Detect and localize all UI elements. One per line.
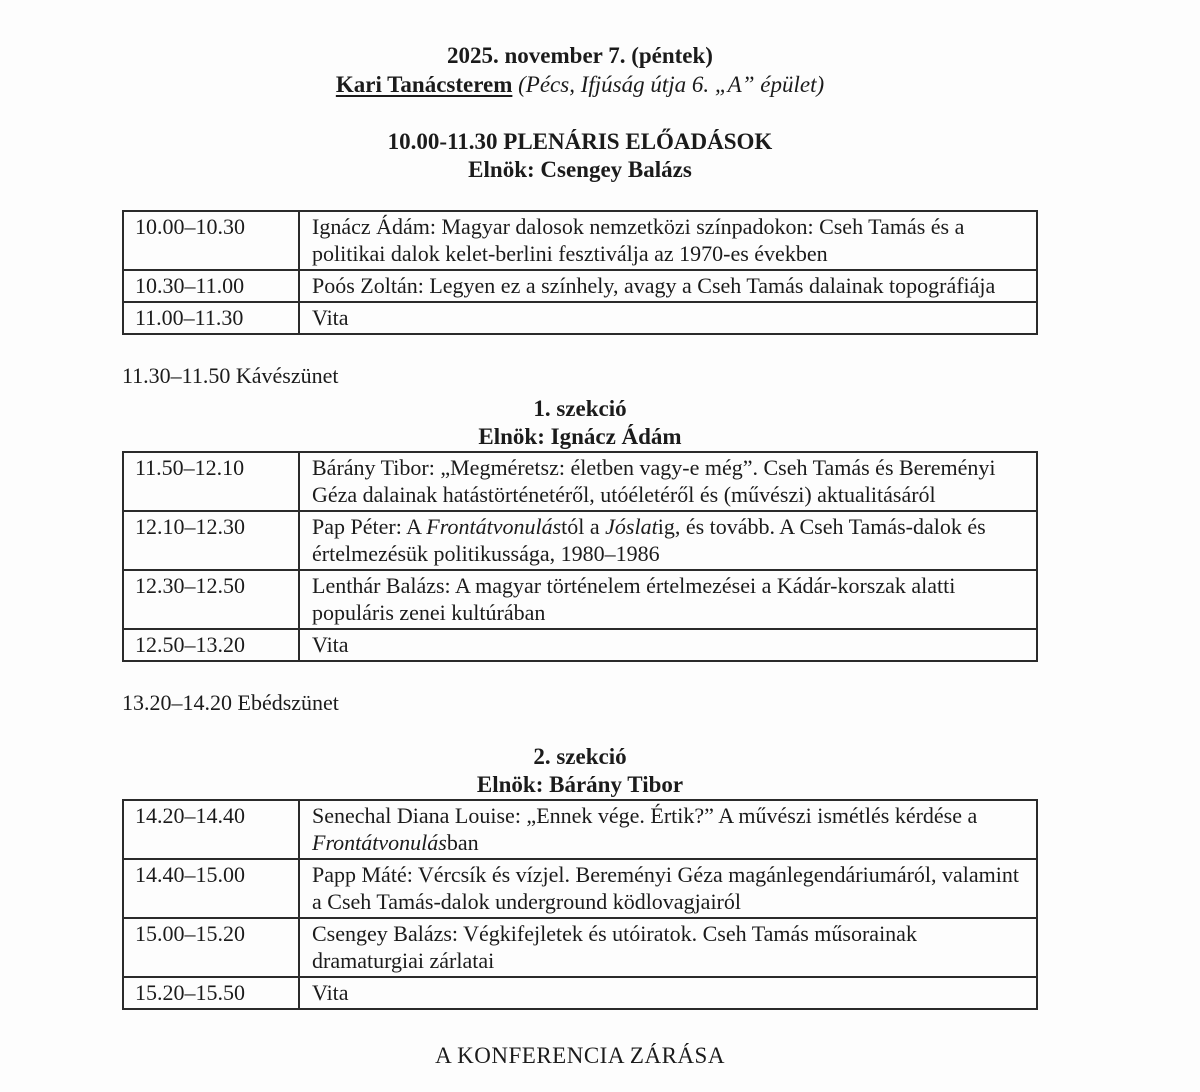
talk-title-cell bbox=[299, 270, 1037, 302]
table-row bbox=[123, 629, 1037, 661]
table-row bbox=[123, 859, 1037, 918]
venue-line bbox=[122, 70, 1038, 100]
text-segment: Poós Zoltán: Legyen ez a színhely, avagy a Cseh Tamás dalainak topográfiája bbox=[312, 273, 996, 298]
text-segment: Pap Péter: A bbox=[312, 514, 427, 539]
section1-schedule-body bbox=[123, 452, 1037, 661]
table-row bbox=[123, 302, 1037, 334]
conference-program-page bbox=[122, 0, 1038, 1070]
talk-title-cell bbox=[299, 629, 1037, 661]
text-segment: tól a bbox=[561, 514, 606, 539]
table-row bbox=[123, 570, 1037, 629]
time-cell: 11.50–12.10 bbox=[123, 452, 299, 511]
section2-schedule-table bbox=[122, 799, 1038, 1010]
table-row bbox=[123, 511, 1037, 570]
text-segment: Vita bbox=[312, 980, 349, 1005]
time-cell: 11.00–11.30 bbox=[123, 302, 299, 334]
plenary-schedule-body bbox=[123, 211, 1037, 334]
talk-title-cell bbox=[299, 511, 1037, 570]
text-segment: Vita bbox=[312, 305, 349, 330]
time-cell: 12.10–12.30 bbox=[123, 511, 299, 570]
venue-name: Kari Tanácsterem bbox=[335, 72, 513, 97]
text-segment: Lenthár Balázs: A magyar történelem értelmezései a Kádár-korszak alatti populáris zenei kultúrában bbox=[312, 573, 956, 625]
text-segment: Vita bbox=[312, 632, 349, 657]
section2-heading: 2. szekció bbox=[533, 744, 627, 769]
table-row bbox=[123, 452, 1037, 511]
coffee-break-note: 11.30–11.50 Kávészünet bbox=[122, 363, 339, 388]
closing-heading: A KONFERENCIA ZÁRÁSA bbox=[435, 1043, 725, 1068]
talk-title-cell bbox=[299, 800, 1037, 859]
section2-schedule-body bbox=[123, 800, 1037, 1009]
plenary-heading: 10.00-11.30 PLENÁRIS ELŐADÁSOK bbox=[387, 129, 773, 154]
talk-title-cell bbox=[299, 570, 1037, 629]
text-segment: ig, és tovább. A Cseh Tamás-dalok és értelmezésük politikussága, 1980–1986 bbox=[312, 514, 986, 566]
text-segment: Papp Máté: Vércsík és vízjel. Bereményi Géza magánlegendáriumáról, valamint a Cseh Tamás-dalok underground ködlovagjairól bbox=[312, 862, 1020, 914]
work-title-italic: Frontátvonulás bbox=[426, 514, 562, 539]
plenary-chair: Elnök: Csengey Balázs bbox=[468, 157, 692, 182]
text-segment: Senechal Diana Louise: „Ennek vége. Értik?” A művészi ismétlés kérdése a bbox=[312, 803, 978, 828]
date-heading: 2025. november 7. (péntek) bbox=[447, 43, 713, 68]
venue-address: (Pécs, Ifjúság útja 6. „A” épület) bbox=[512, 72, 825, 97]
time-cell: 14.20–14.40 bbox=[123, 800, 299, 859]
plenary-schedule-table bbox=[122, 210, 1038, 335]
text-segment: ban bbox=[446, 830, 479, 855]
time-cell: 15.00–15.20 bbox=[123, 918, 299, 977]
text-segment: Csengey Balázs: Végkifejletek és utóiratok. Cseh Tamás műsorainak dramaturgiai zárlatai bbox=[312, 921, 917, 973]
lunch-break-note: 13.20–14.20 Ebédszünet bbox=[122, 690, 339, 715]
time-cell: 10.30–11.00 bbox=[123, 270, 299, 302]
text-segment: Ignácz Ádám: Magyar dalosok nemzetközi színpadokon: Cseh Tamás és a politikai dalok kelet-berlini fesztiválja az 1970-es években bbox=[312, 214, 965, 266]
section1-chair: Elnök: Ignácz Ádám bbox=[478, 424, 682, 449]
text-segment: Bárány Tibor: „Megméretsz: életben vagy-e még”. Cseh Tamás és Bereményi Géza dalainak hatástörténetéről, utóéletéről és (művészi) aktualitásáról bbox=[312, 455, 996, 507]
talk-title-cell bbox=[299, 211, 1037, 270]
table-row bbox=[123, 977, 1037, 1009]
table-row bbox=[123, 800, 1037, 859]
work-title-italic: Frontátvonulás bbox=[312, 830, 447, 855]
table-row bbox=[123, 211, 1037, 270]
time-cell: 10.00–10.30 bbox=[123, 211, 299, 270]
time-cell: 12.30–12.50 bbox=[123, 570, 299, 629]
talk-title-cell bbox=[299, 302, 1037, 334]
table-row bbox=[123, 918, 1037, 977]
work-title-italic: Jóslat bbox=[605, 514, 658, 539]
time-cell: 14.40–15.00 bbox=[123, 859, 299, 918]
talk-title-cell bbox=[299, 977, 1037, 1009]
section1-heading: 1. szekció bbox=[533, 396, 627, 421]
table-row bbox=[123, 270, 1037, 302]
section2-chair: Elnök: Bárány Tibor bbox=[476, 772, 684, 797]
time-cell: 15.20–15.50 bbox=[123, 977, 299, 1009]
talk-title-cell bbox=[299, 918, 1037, 977]
talk-title-cell bbox=[299, 859, 1037, 918]
talk-title-cell bbox=[299, 452, 1037, 511]
time-cell: 12.50–13.20 bbox=[123, 629, 299, 661]
section1-schedule-table bbox=[122, 451, 1038, 662]
